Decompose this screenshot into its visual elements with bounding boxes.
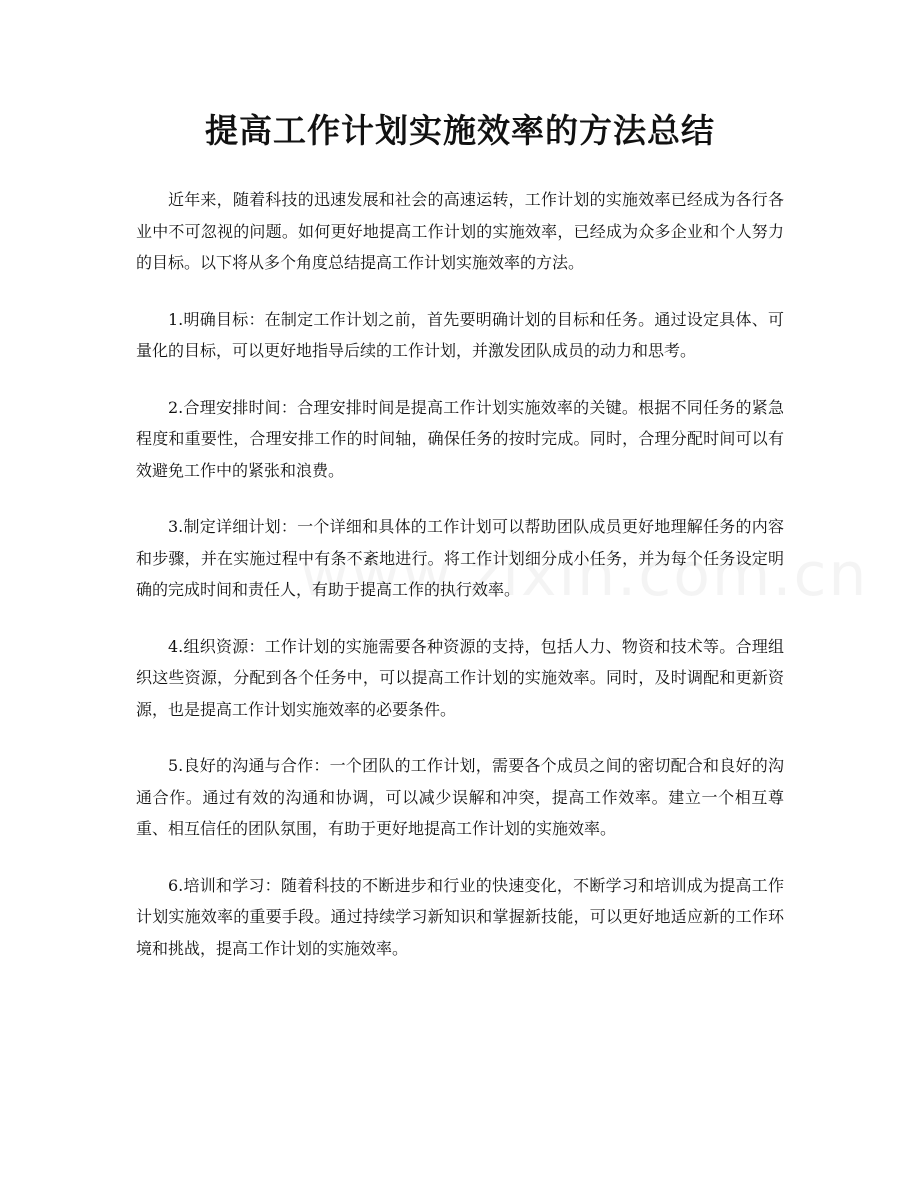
paragraph-5-communication: 5.良好的沟通与合作：一个团队的工作计划，需要各个成员之间的密切配合和良好的沟通合作。通过有效的沟通和协调，可以减少误解和冲突，提高工作效率。建立一个相互尊重、相互信任的团队氛围，有助于更好地提高工作计划的实施效率。 (136, 756, 784, 838)
document-title: 提高工作计划实施效率的方法总结 (205, 111, 715, 150)
paragraph-2-time-arrangement: 2.合理安排时间：合理安排时间是提高工作计划实施效率的关键。根据不同任务的紧急程度和重要性，合理安排工作的时间轴，确保任务的按时完成。同时，合理分配时间可以有效避免工作中的紧张和浪费。 (136, 397, 784, 480)
paragraph-4-organize-resources: 4.组织资源：工作计划的实施需要各种资源的支持，包括人力、物资和技术等。合理组织这些资源，分配到各个任务中，可以提高工作计划的实施效率。同时，及时调配和更新资源，也是提高工作计划实施效率的必要条件。 (136, 636, 784, 719)
paragraph-3-detailed-plan: 3.制定详细计划：一个详细和具体的工作计划可以帮助团队成员更好地理解任务的内容和步骤，并在实施过程中有条不紊地进行。将工作计划细分成小任务，并为每个任务设定明确的完成时间和责任人，有助于提高工作的执行效率。 (136, 517, 784, 599)
document-body (136, 184, 784, 989)
paragraph-1-clear-goals: 1.明确目标：在制定工作计划之前，首先要明确计划的目标和任务。通过设定具体、可量化的目标，可以更好地指导后续的工作计划，并激发团队成员的动力和思考。 (136, 309, 784, 360)
intro-paragraph: 近年来，随着科技的迅速发展和社会的高速运转，工作计划的实施效率已经成为各行各业中不可忽视的问题。如何更好地提高工作计划的实施效率，已经成为众多企业和个人努力的目标。以下将从多个角度总结提高工作计划实施效率的方法。 (136, 190, 784, 272)
paragraph-6-training: 6.培训和学习：随着科技的不断进步和行业的快速变化，不断学习和培训成为提高工作计划实施效率的重要手段。通过持续学习新知识和掌握新技能，可以更好地适应新的工作环境和挑战，提高工作计划的实施效率。 (136, 875, 784, 958)
